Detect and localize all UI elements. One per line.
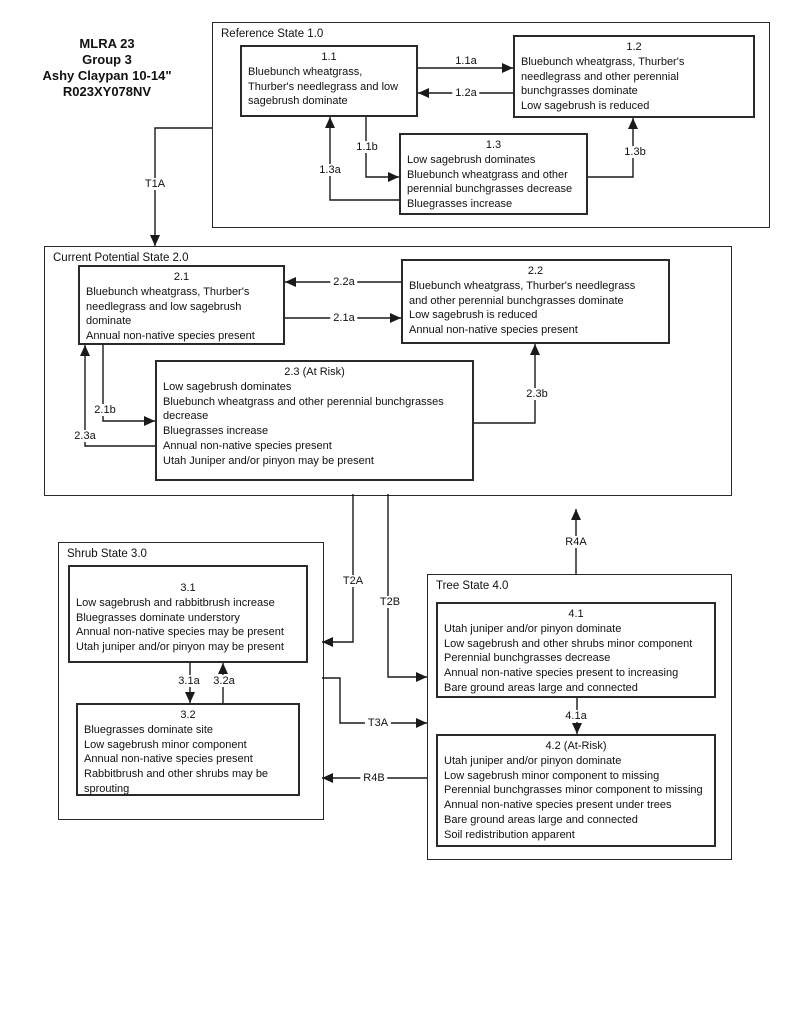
community-box-4-2 — [436, 734, 716, 847]
box-line: Bluebunch wheatgrass and other — [407, 168, 568, 181]
community-box-1-3 — [399, 133, 588, 215]
box-line: Bluegrasses dominate understory — [76, 611, 240, 624]
community-box-3-1 — [68, 565, 308, 663]
arrow-label-1-2a: 1.2a — [452, 87, 479, 99]
box-line: Bluegrasses increase — [163, 425, 269, 438]
community-box-2-2 — [401, 259, 670, 344]
state-label: Reference State 1.0 — [221, 28, 324, 40]
state-label: Tree State 4.0 — [436, 580, 509, 592]
header-line: Ashy Claypan 10-14" — [42, 68, 172, 83]
box-title: 4.1 — [568, 608, 584, 620]
box-title: 1.3 — [485, 139, 502, 151]
box-title: 1.1 — [321, 51, 337, 63]
box-line: Bare ground areas large and connected — [444, 813, 638, 826]
box-line: Low sagebrush dominates — [163, 380, 292, 393]
box-line: Bluebunch wheatgrass and other perennial bunchgrasses — [163, 395, 444, 408]
box-title: 2.1 — [173, 271, 190, 283]
header-line: MLRA 23 — [79, 36, 135, 51]
state-label: Current Potential State 2.0 — [53, 252, 189, 264]
box-line: Utah juniper and/or pinyon dominate — [444, 754, 622, 767]
box-line: Utah Juniper and/or pinyon may be present — [163, 454, 374, 467]
community-box-3-2 — [76, 703, 300, 796]
box-line: bunchgrasses dominate — [521, 85, 638, 98]
arrow-label-2-3a: 2.3a — [71, 430, 98, 442]
box-line: needlegrass and other perennial — [521, 70, 679, 83]
box-line: Utah juniper and/or pinyon dominate — [444, 622, 622, 635]
box-line: and other perennial bunchgrasses dominate — [409, 294, 624, 307]
community-box-1-1 — [240, 45, 418, 117]
arrow-label-t2a: T2A — [340, 575, 366, 587]
arrow-t2b — [388, 494, 427, 677]
box-line: Low sagebrush and other shrubs minor component — [444, 637, 693, 650]
box-line: Bluegrasses increase — [407, 198, 513, 211]
arrow-label-1-1a: 1.1a — [452, 55, 479, 67]
arrow-label-t1a: T1A — [142, 178, 168, 190]
header-line: R023XY078NV — [62, 84, 152, 99]
arrow-label-2-2a: 2.2a — [330, 276, 357, 288]
box-line: Low sagebrush minor component to missing — [444, 769, 660, 782]
box-title: 2.3 (At Risk) — [284, 366, 345, 378]
community-box-2-1 — [78, 265, 285, 345]
community-box-4-1 — [436, 602, 716, 698]
arrow-t2a — [322, 494, 353, 642]
arrow-label-1-1b: 1.1b — [353, 141, 380, 153]
box-line: Bluegrasses dominate site — [84, 723, 214, 736]
box-line: Utah juniper and/or pinyon may be present — [76, 641, 284, 654]
box-title: 4.2 (At-Risk) — [545, 740, 607, 752]
arrow-label-4-1a: 4.1a — [562, 710, 589, 722]
arrow-label-2-1b: 2.1b — [91, 404, 118, 416]
box-line: Bare ground areas large and connected — [444, 681, 638, 694]
box-line: needlegrass and low sagebrush — [86, 300, 242, 313]
box-line: Annual non-native species present — [409, 324, 578, 337]
box-line: Annual non-native species present — [86, 330, 255, 343]
arrow-label-r4b: R4B — [360, 772, 387, 784]
arrow-label-2-1a: 2.1a — [330, 312, 357, 324]
box-line: Annual non-native species present — [163, 439, 332, 452]
community-box-1-2 — [513, 35, 755, 118]
box-line: Low sagebrush dominates — [407, 153, 536, 166]
arrow-label-3-1a: 3.1a — [175, 675, 202, 687]
box-line: Bluebunch wheatgrass, Thurber's needlegrass — [409, 279, 636, 292]
site-header — [28, 36, 186, 100]
box-title: 2.2 — [527, 265, 544, 277]
arrow-label-1-3a: 1.3a — [316, 164, 343, 176]
box-line: Bluebunch wheatgrass, Thurber's — [86, 285, 250, 298]
arrow-label-3-2a: 3.2a — [210, 675, 237, 687]
box-line: Low sagebrush is reduced — [409, 309, 538, 322]
community-box-2-3 — [155, 360, 474, 481]
box-line: Low sagebrush minor component — [84, 738, 247, 751]
box-line: Annual non-native species present under trees — [444, 799, 672, 812]
box-line: Perennial bunchgrasses minor component to missing — [444, 784, 703, 797]
header-line: Group 3 — [82, 52, 132, 67]
arrow-label-r4a: R4A — [562, 536, 589, 548]
box-title: 3.1 — [180, 582, 196, 594]
box-line: sprouting — [84, 782, 130, 795]
box-title: 3.2 — [180, 709, 196, 721]
arrow-label-t2b: T2B — [377, 596, 403, 608]
box-line: sagebrush dominate — [248, 95, 348, 108]
box-line: Perennial bunchgrasses decrease — [444, 652, 611, 665]
arrow-label-t3a: T3A — [365, 717, 391, 729]
box-line: dominate — [86, 315, 132, 328]
state-label: Shrub State 3.0 — [67, 548, 147, 560]
box-line: Thurber's needlegrass and low — [248, 80, 399, 93]
arrow-label-2-3b: 2.3b — [523, 388, 550, 400]
box-line: Annual non-native species may be present — [76, 626, 284, 639]
box-line: Low sagebrush is reduced — [521, 100, 650, 113]
box-line: decrease — [163, 410, 209, 423]
arrow-label-1-3b: 1.3b — [621, 146, 648, 158]
box-line: perennial bunchgrasses decrease — [407, 183, 573, 196]
box-line: Low sagebrush and rabbitbrush increase — [76, 596, 275, 609]
box-line: Bluebunch wheatgrass, Thurber's — [521, 55, 685, 68]
box-line: Rabbitbrush and other shrubs may be — [84, 768, 269, 781]
box-line: Bluebunch wheatgrass, — [248, 65, 363, 78]
box-line: Annual non-native species present to increasing — [444, 667, 679, 680]
box-title: 1.2 — [626, 41, 642, 53]
box-line: Annual non-native species present — [84, 753, 253, 766]
box-line: Soil redistribution apparent — [444, 828, 575, 841]
